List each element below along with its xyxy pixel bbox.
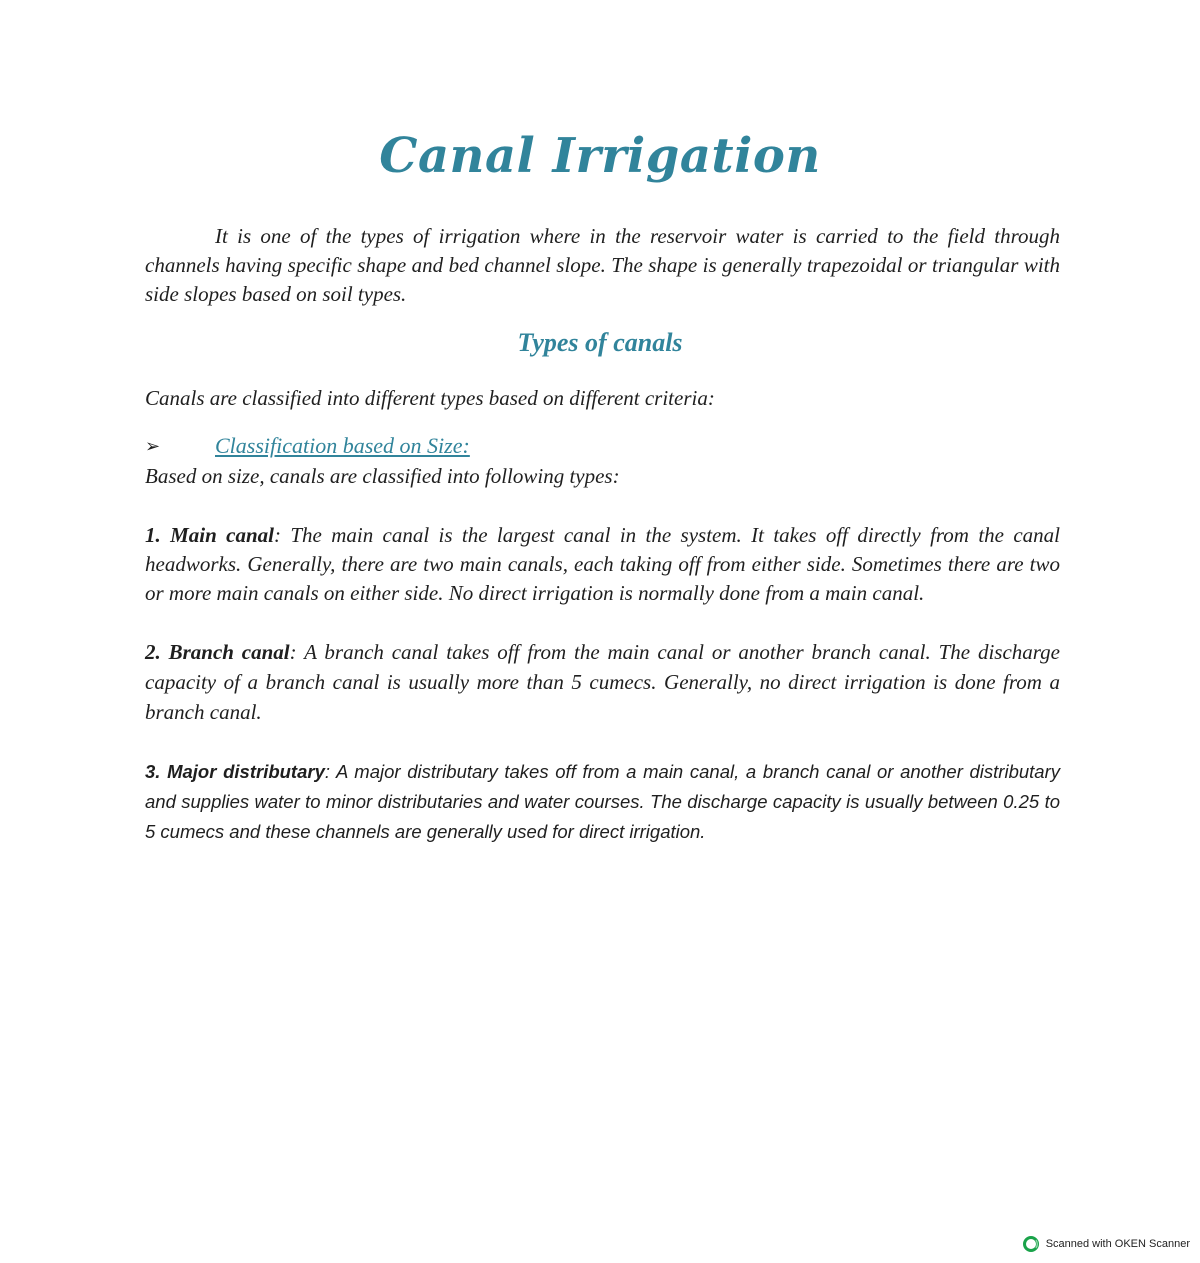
document-title: Canal Irrigation [379, 128, 821, 184]
item-term: 3. Major distributary [145, 761, 325, 782]
scanner-watermark-text: Scanned with OKEN Scanner [1045, 1238, 1190, 1250]
list-item-branch-canal [145, 637, 1060, 727]
item-text: : The main canal is the largest canal in the system. It takes off directly from the canal headworks. Generally, there are two main canals, each taking off from either side. Sometimes there are two or more main canals on either side. No direct irrigation is normally done from a main canal. [145, 523, 1060, 605]
arrowhead-bullet-icon: ➢ [145, 436, 161, 457]
section-title: Types of canals [517, 328, 683, 357]
item-term: 1. Main canal [145, 523, 274, 547]
classification-heading-row [145, 433, 1060, 463]
criteria-text: Canals are classified into different types based on different criteria: [145, 386, 715, 410]
item-term: 2. Branch canal [145, 640, 290, 664]
list-item-main-canal [145, 521, 1060, 608]
intro-paragraph: It is one of the types of irrigation where in the reservoir water is carried to the field through channels having specific shape and bed channel slope. The shape is generally trapezoidal or triangular with side slopes based on soil types. [145, 224, 1060, 306]
item-text: : A major distributary takes off from a main canal, a branch canal or another distributary and supplies water to minor distributaries and water courses. The discharge capacity is usually between 0.25 to 5 cumecs and these channels are generally used for direct irrigation. [145, 761, 1060, 842]
scanner-watermark [1022, 1235, 1190, 1253]
item-text: : A branch canal takes off from the main canal or another branch canal. The discharge capacity of a branch canal is usually more than 5 cumecs. Generally, no direct irrigation is done from a branch canal. [145, 640, 1060, 724]
classification-lead: Based on size, canals are classified into following types: [145, 464, 620, 488]
oken-scanner-logo-icon [1022, 1235, 1040, 1253]
classification-heading: Classification based on Size: [215, 433, 470, 458]
list-item-major-distributary [145, 757, 1060, 847]
